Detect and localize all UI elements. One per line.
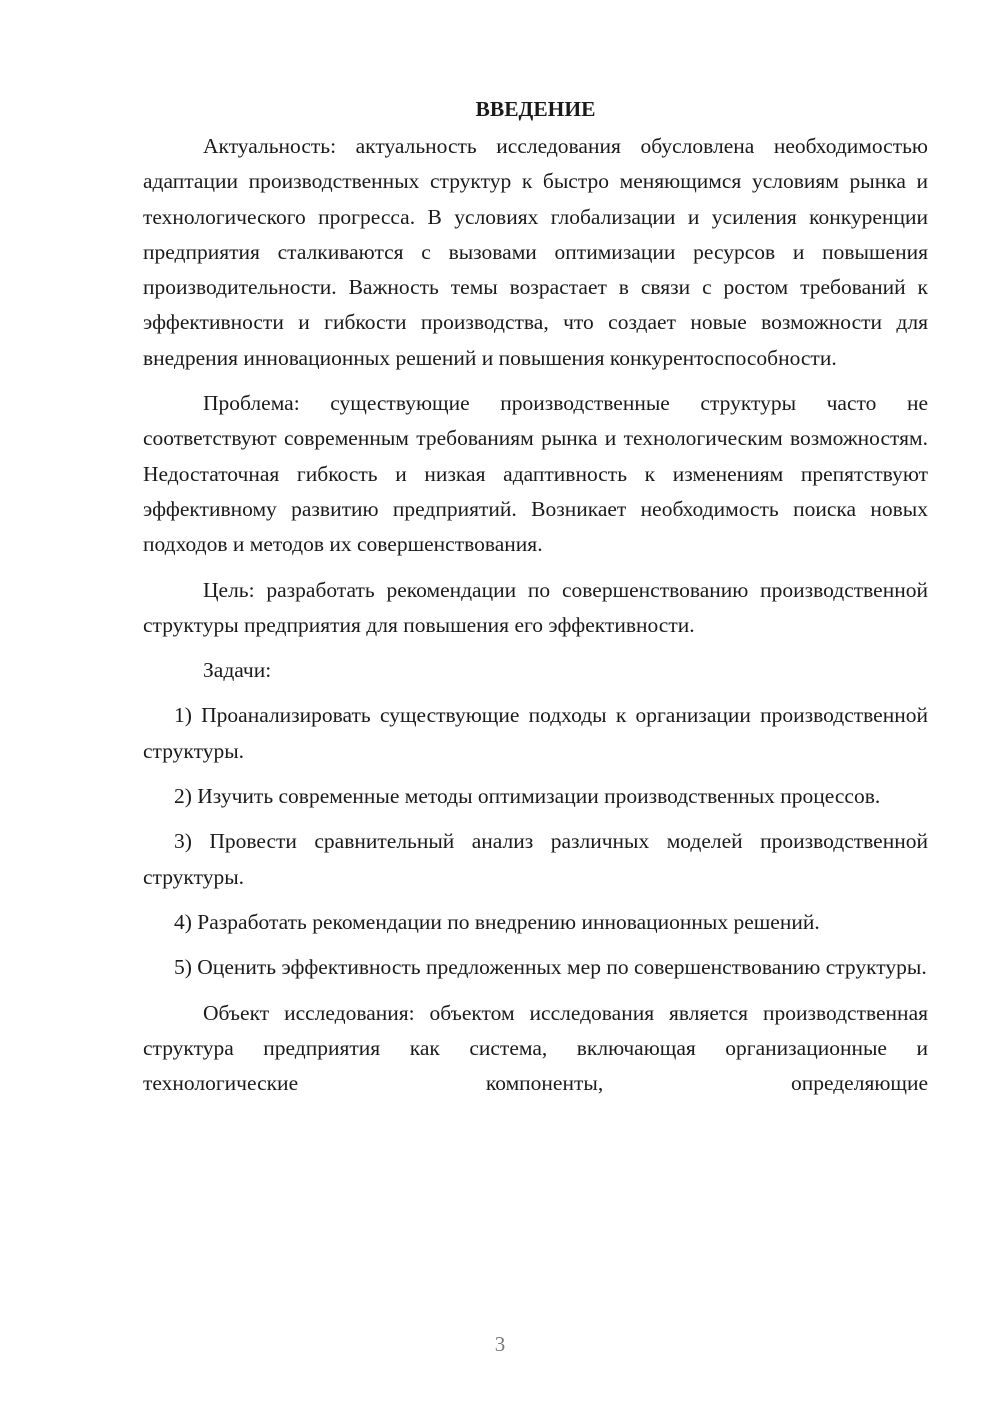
- task-item-4: 4) Разработать рекомендации по внедрению инновационных решений.: [174, 909, 820, 934]
- page-number: 3: [494, 1332, 506, 1356]
- task-item-1: 1) Проанализировать существующие подходы к организации производственной структуры.: [143, 703, 928, 763]
- task-item-5: 5) Оценить эффективность предложенных мер по совершенствованию структуры.: [174, 955, 927, 980]
- task-item-3: 3) Провести сравнительный анализ различных моделей производственной структуры.: [143, 829, 928, 889]
- section-heading: ВВЕДЕНИЕ: [475, 97, 596, 121]
- paragraph-problem: Проблема: существующие производственные структуры часто не соответствуют современным требованиям рынка и технологическим возможностям. Недостаточная гибкость и низкая адаптивность к изменениям препятствуют эффективному развитию предприятий. Возникает необходимость поиска новых подходов и методов их совершенствования.: [143, 391, 928, 557]
- paragraph-tasks-label: Задачи:: [203, 658, 272, 683]
- paragraph-object: Объект исследования: объектом исследования является производственная структура предприятия как система, включающая организационные и технологические компоненты, определяющие: [143, 1000, 928, 1096]
- task-item-2: 2) Изучить современные методы оптимизации производственных процессов.: [174, 784, 881, 809]
- paragraph-relevance: Актуальность: актуальность исследования обусловлена необходимостью адаптации производственных структур к быстро меняющимся условиям рынка и технологического прогресса. В условиях глобализации и усиления конкуренции предприятия сталкиваются с вызовами оптимизации ресурсов и повышения производительности. Важность темы возрастает в связи с ростом требований к эффективности и гибкости производства, что создает новые возможности для внедрения инновационных решений и повышения конкурентоспособности.: [143, 134, 928, 370]
- document-page: [143, 92, 928, 1111]
- paragraph-goal: Цель: разработать рекомендации по совершенствованию производственной структуры предприятия для повышения его эффективности.: [143, 577, 928, 637]
